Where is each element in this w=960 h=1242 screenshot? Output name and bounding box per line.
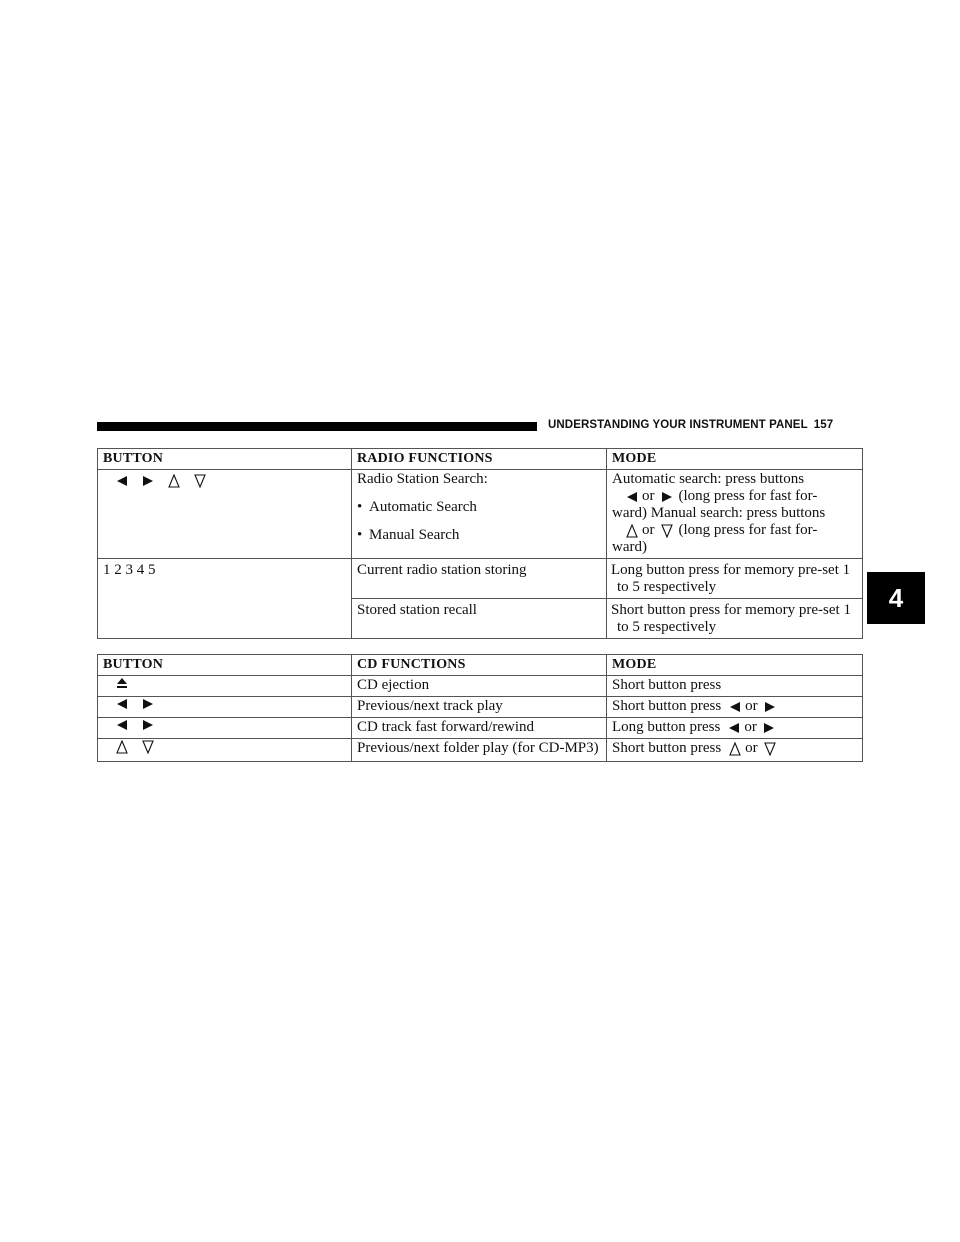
left-triangle-icon <box>116 698 128 710</box>
mode-text: (long press for fast for- <box>678 522 818 538</box>
mode-text: Short button press <box>612 740 722 756</box>
mode-line <box>612 522 856 539</box>
table-row <box>98 739 863 762</box>
mode-cell: Long button press for memory pre-set 1 to 5 respectively <box>607 559 863 599</box>
mode-cell <box>607 697 863 718</box>
mode-text: or <box>745 698 758 714</box>
left-triangle-icon <box>729 701 741 713</box>
right-triangle-icon <box>142 475 154 487</box>
function-cell: Previous/next track play <box>352 697 607 718</box>
up-triangle-icon <box>729 742 741 756</box>
radio-functions-table <box>97 448 863 639</box>
mode-text: Short button press <box>612 698 722 714</box>
mode-cell <box>607 470 863 559</box>
table-header-row <box>98 655 863 676</box>
mode-text: ward) Manual search: press buttons <box>612 505 826 521</box>
col-header-functions: CD FUNCTIONS <box>352 655 607 676</box>
right-triangle-icon <box>142 719 154 731</box>
eject-icon <box>116 677 128 689</box>
mode-text: or <box>642 488 655 504</box>
up-triangle-icon <box>116 740 128 754</box>
table-header-row <box>98 449 863 470</box>
chapter-tab: 4 <box>867 572 925 624</box>
function-cell: CD ejection <box>352 676 607 697</box>
function-cell: CD track fast forward/rewind <box>352 718 607 739</box>
mode-cell: Short button press <box>607 676 863 697</box>
button-cell <box>98 697 352 718</box>
table-row <box>98 697 863 718</box>
right-triangle-icon <box>142 698 154 710</box>
button-cell <box>98 739 352 762</box>
mode-line <box>612 488 856 505</box>
left-triangle-icon <box>728 722 740 734</box>
function-cell <box>352 470 607 559</box>
mode-text: (long press for fast for- <box>678 488 818 504</box>
down-triangle-icon <box>764 742 776 756</box>
table-row <box>98 676 863 697</box>
button-cell <box>98 676 352 697</box>
button-cell <box>98 470 352 559</box>
mode-cell <box>607 739 863 762</box>
col-header-button: BUTTON <box>98 449 352 470</box>
page-number: 157 <box>813 419 834 431</box>
table-row <box>98 559 863 599</box>
mode-cell <box>607 718 863 739</box>
right-triangle-icon <box>661 491 673 503</box>
mode-text: or <box>642 522 655 538</box>
down-triangle-icon <box>194 474 206 488</box>
right-triangle-icon <box>763 722 775 734</box>
function-cell: Current radio station storing <box>352 559 607 599</box>
header-rule <box>97 422 537 431</box>
up-triangle-icon <box>168 474 180 488</box>
mode-text: or <box>744 719 757 735</box>
search-bullet-list <box>357 499 600 544</box>
table-row <box>98 718 863 739</box>
col-header-functions: RADIO FUNCTIONS <box>352 449 607 470</box>
list-item: • Automatic Search <box>357 499 600 516</box>
button-cell <box>98 718 352 739</box>
left-triangle-icon <box>116 719 128 731</box>
page-header <box>548 419 833 431</box>
left-triangle-icon <box>116 475 128 487</box>
col-header-button: BUTTON <box>98 655 352 676</box>
cd-functions-table <box>97 654 863 762</box>
mode-text: Long button press <box>612 719 721 735</box>
button-cell: 1 2 3 4 5 <box>98 559 352 639</box>
col-header-mode: MODE <box>607 449 863 470</box>
section-title: UNDERSTANDING YOUR INSTRUMENT PANEL <box>548 419 808 431</box>
mode-text: ward) <box>612 539 647 555</box>
down-triangle-icon <box>142 740 154 754</box>
function-cell: Stored station recall <box>352 599 607 639</box>
mode-text: or <box>745 740 758 756</box>
mode-text: Automatic search: press buttons <box>612 471 805 487</box>
col-header-mode: MODE <box>607 655 863 676</box>
list-item: • Manual Search <box>357 527 600 544</box>
function-title: Radio Station Search: <box>357 471 488 487</box>
down-triangle-icon <box>661 524 673 538</box>
right-triangle-icon <box>764 701 776 713</box>
function-cell: Previous/next folder play (for CD-MP3) <box>352 739 607 762</box>
left-triangle-icon <box>626 491 638 503</box>
table-row <box>98 470 863 559</box>
mode-cell: Short button press for memory pre-set 1 to 5 respectively <box>607 599 863 639</box>
up-triangle-icon <box>626 524 638 538</box>
